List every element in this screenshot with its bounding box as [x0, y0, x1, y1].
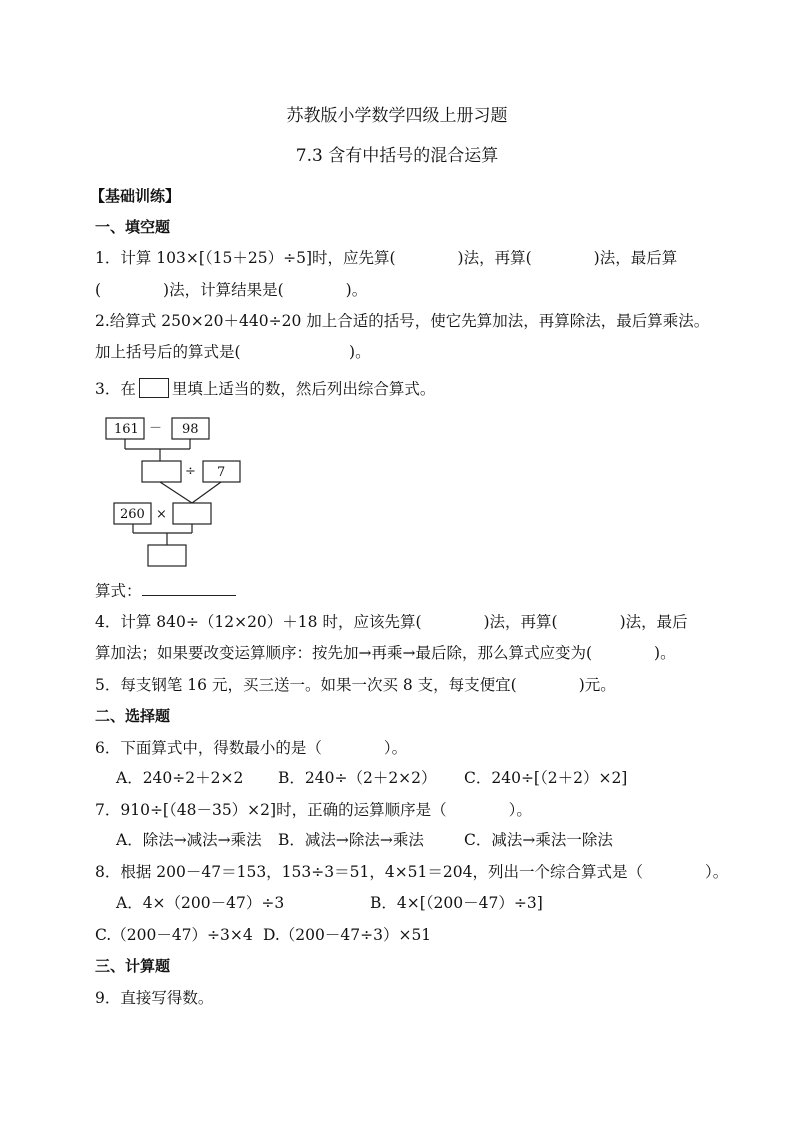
formula-label: 算式：: [95, 582, 142, 600]
label-times: ×: [156, 507, 167, 522]
question-2-line-2: 加上括号后的算式是( )。: [95, 343, 371, 361]
q7-option-c: C．减法→乘法一除法: [464, 831, 613, 849]
q6-option-c: C．240÷[（2＋2）×2]: [464, 769, 628, 787]
formula-line: [95, 581, 236, 601]
label-161: 161: [114, 422, 139, 437]
question-1-line-2: ( )法，计算结果是( )。: [95, 281, 368, 299]
q8-option-c: C.（200－47）÷3×4: [95, 926, 253, 944]
question-3-suffix: 里填上适当的数，然后列出综合算式。: [171, 380, 436, 398]
question-4-line-2: 算加法；如果要改变运算顺序：按先加→再乘→最后除，那么算式应变为( )。: [95, 644, 676, 662]
q6-option-b: B．240÷（2＋2×2）: [278, 769, 437, 787]
q8-option-a: A．4×（200－47）÷3: [116, 894, 285, 912]
question-1-line-1: 1．计算 103×[（15＋25）÷5]时，应先算( )法，再算( )法，最后算: [95, 249, 678, 267]
label-7: 7: [217, 465, 226, 480]
label-260: 260: [120, 507, 145, 522]
q8-option-b: B．4×[（200－47）÷3]: [370, 894, 543, 912]
box-intermediate-1: [142, 461, 181, 482]
q7-option-b: B．减法→除法→乘法: [278, 831, 424, 849]
question-2-line-1: 2.给算式 250×20＋440÷20 加上合适的括号，使它先算加法，再算除法，最后算乘法。: [95, 312, 710, 330]
question-8: 8．根据 200－47＝153，153÷3＝51，4×51＝204，列出一个综合算式是（ ）。: [95, 863, 729, 881]
question-6: 6．下面算式中，得数最小的是（ ）。: [95, 739, 408, 757]
question-6-options: [116, 768, 627, 788]
q8-option-d: D.（200－47÷3）×51: [263, 926, 432, 944]
question-8-options-ab: [116, 893, 543, 913]
question-4-line-1: 4．计算 840÷（12×20）＋18 时，应该先算( )法，再算( )法，最后: [95, 613, 688, 631]
label-minus: －: [149, 421, 163, 436]
question-3-prefix: 3．在: [95, 380, 136, 398]
box-result: [148, 545, 186, 566]
question-7: 7．910÷[（48－35）×2]时，正确的运算顺序是（ ）。: [95, 801, 532, 819]
part3-heading: 三、计算题: [95, 957, 171, 975]
part1-heading: 一、填空题: [95, 218, 171, 236]
formula-answer-line: [142, 581, 236, 596]
part2-heading: 二、选择题: [95, 707, 171, 725]
label-98: 98: [182, 422, 199, 437]
document-subtitle: 7.3 含有中括号的混合运算: [295, 146, 499, 166]
question-8-options-cd: [95, 925, 431, 945]
label-div: ÷: [185, 464, 196, 479]
question-7-options: [116, 830, 613, 850]
q7-option-a: A．除法→减法→乘法: [116, 831, 262, 849]
section-basic-training: 【基础训练】: [90, 187, 181, 205]
question-9: 9．直接写得数。: [95, 989, 214, 1007]
question-5: 5．每支钢笔 16 元，买三送一。如果一次买 8 支，每支便宜( )元。: [95, 676, 616, 694]
box-intermediate-2: [173, 503, 211, 524]
q6-option-a: A．240÷2＋2×2: [116, 769, 244, 787]
document-title: 苏教版小学数学四级上册习题: [286, 106, 508, 126]
